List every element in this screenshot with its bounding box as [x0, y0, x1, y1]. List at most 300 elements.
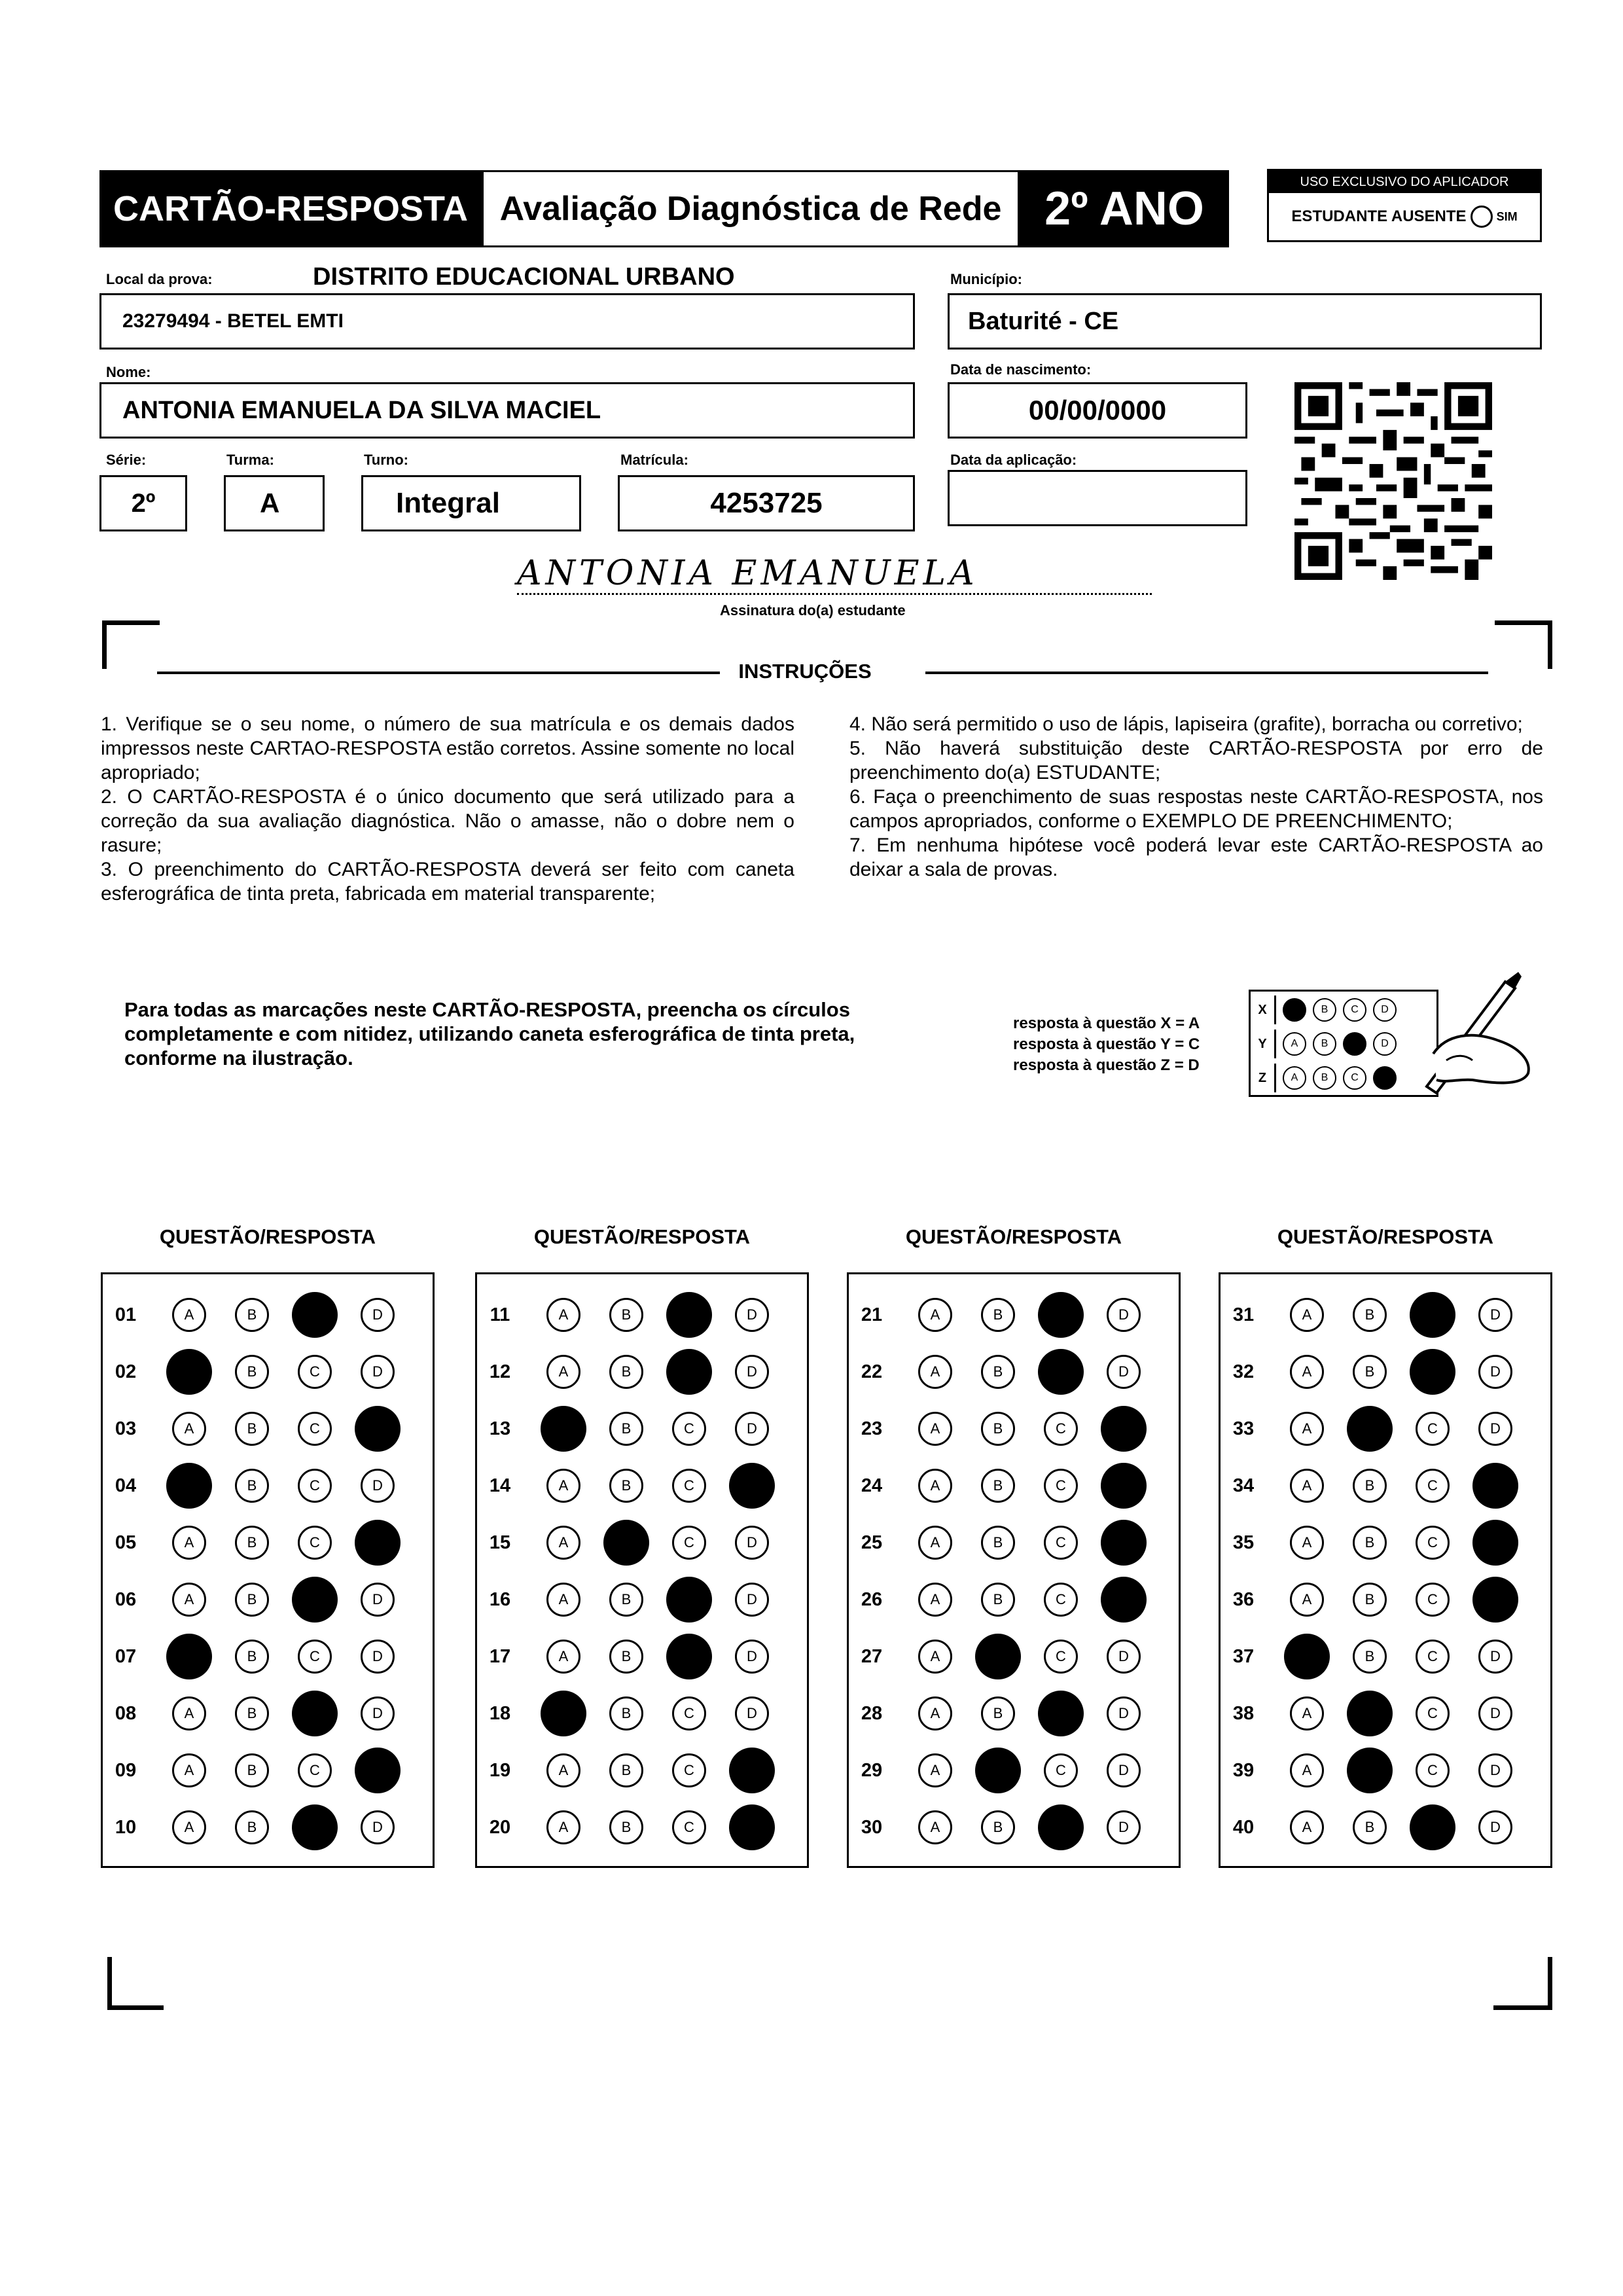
answer-bubble-c[interactable]: C: [1416, 1583, 1450, 1617]
question-number: 25: [861, 1532, 883, 1553]
answer-bubble-b[interactable]: B: [235, 1640, 269, 1674]
column-title: QUESTÃO/RESPOSTA: [905, 1225, 1122, 1248]
answer-bubble-d[interactable]: D: [361, 1469, 395, 1503]
answer-row: [103, 1808, 423, 1847]
signature: ANTONIA EMANUELA: [517, 554, 978, 593]
example-bubble: C: [1343, 998, 1366, 1022]
instructions-rule-right: [925, 672, 1488, 674]
corner-top-left-v: [102, 620, 107, 669]
answer-bubble-b[interactable]: B: [981, 1583, 1015, 1617]
column-title: QUESTÃO/RESPOSTA: [1277, 1225, 1494, 1248]
answer-bubble-c[interactable]: C: [672, 1412, 706, 1446]
answer-row: [477, 1580, 798, 1619]
answer-bubble-a[interactable]: A: [918, 1640, 952, 1674]
matricula-label: Matrícula:: [620, 452, 688, 468]
example-bubble: A: [1283, 1032, 1306, 1056]
answer-bubble-a[interactable]: A: [918, 1469, 952, 1503]
answer-bubble-c[interactable]: [666, 1349, 712, 1395]
answer-bubble-a[interactable]: [1284, 1634, 1330, 1679]
answer-row: [849, 1694, 1169, 1733]
answer-bubble-c[interactable]: [292, 1691, 338, 1736]
answer-bubble-b[interactable]: B: [609, 1640, 643, 1674]
answer-row: [1221, 1466, 1541, 1505]
question-number: 39: [1232, 1759, 1255, 1781]
answer-bubble-c[interactable]: [1038, 1691, 1084, 1736]
question-number: 31: [1232, 1304, 1255, 1325]
answer-bubble-a[interactable]: A: [1290, 1412, 1324, 1446]
question-number: 20: [489, 1816, 511, 1838]
absent-option: SIM: [1496, 209, 1518, 223]
question-number: 37: [1232, 1645, 1255, 1667]
answer-row: [103, 1466, 423, 1505]
answer-bubble-b[interactable]: B: [609, 1355, 643, 1389]
example-row-y: [1251, 1030, 1397, 1058]
signature-label: Assinatura do(a) estudante: [720, 602, 906, 619]
answer-bubble-d[interactable]: D: [735, 1355, 769, 1389]
answer-bubble-a[interactable]: A: [546, 1355, 580, 1389]
answer-bubble-a[interactable]: [541, 1406, 586, 1452]
answer-bubble-a[interactable]: A: [1290, 1696, 1324, 1731]
answer-row: [477, 1466, 798, 1505]
answer-bubble-d[interactable]: D: [361, 1810, 395, 1844]
answer-bubble-c[interactable]: [666, 1292, 712, 1338]
answer-bubble-a[interactable]: A: [546, 1810, 580, 1844]
answer-bubble-a[interactable]: A: [1290, 1526, 1324, 1560]
answer-row: [1221, 1808, 1541, 1847]
answer-bubble-a[interactable]: A: [172, 1526, 206, 1560]
answer-bubble-a[interactable]: A: [546, 1526, 580, 1560]
local-value: DISTRITO EDUCACIONAL URBANO: [313, 263, 735, 291]
answer-bubble-c[interactable]: [1038, 1349, 1084, 1395]
instructions-right: 4. Não será permitido o uso de lápis, lapiseira (grafite), borracha ou corretivo; 5. Não haverá substituição deste CARTÃO-RESPOSTA por erro de preenchimento do(a) ESTUDANTE; 6. Faça o preenchimento de suas respostas neste CARTÃO-RESPOSTA, nos campos apropriados, conforme o EXEMPLO DE PREENCHIMENTO; 7. Em nenhuma hipótese você poderá levar este CARTÃO-RESPOSTA ao deixar a sala de provas.: [849, 713, 1543, 880]
grade-label: 2º ANO: [1020, 170, 1229, 247]
answer-bubble-c[interactable]: [1410, 1292, 1455, 1338]
answer-bubble-d[interactable]: [729, 1748, 775, 1793]
corner-top-right: [1495, 620, 1552, 625]
question-number: 03: [115, 1418, 137, 1439]
answer-row: [849, 1466, 1169, 1505]
answer-row: [1221, 1295, 1541, 1335]
answer-bubble-d[interactable]: D: [1107, 1696, 1141, 1731]
answer-bubble-c[interactable]: C: [1416, 1412, 1450, 1446]
answer-bubble-b[interactable]: B: [609, 1298, 643, 1332]
answer-bubble-d[interactable]: [1101, 1463, 1147, 1509]
answer-bubble-a[interactable]: A: [1290, 1298, 1324, 1332]
answer-row: [477, 1751, 798, 1790]
example-row-label: Z: [1251, 1064, 1276, 1092]
example-row-label: Y: [1251, 1030, 1276, 1058]
example-legend-z: resposta à questão Z = D: [1013, 1056, 1200, 1074]
answer-bubble-a[interactable]: A: [172, 1412, 206, 1446]
answer-bubble-d[interactable]: D: [361, 1696, 395, 1731]
answer-bubble-a[interactable]: A: [1290, 1810, 1324, 1844]
answer-bubble-b[interactable]: B: [235, 1696, 269, 1731]
answer-bubble-b[interactable]: B: [235, 1583, 269, 1617]
answer-bubble-d[interactable]: D: [735, 1298, 769, 1332]
absent-checkbox[interactable]: [1471, 206, 1493, 228]
answer-bubble-b[interactable]: B: [1353, 1526, 1387, 1560]
turma-field: A: [224, 475, 325, 531]
question-number: 35: [1232, 1532, 1255, 1553]
answer-bubble-c[interactable]: [1038, 1804, 1084, 1850]
answer-bubble-d[interactable]: D: [1107, 1298, 1141, 1332]
example-bubble: [1373, 1066, 1397, 1090]
answer-bubble-b[interactable]: B: [609, 1412, 643, 1446]
example-row-label: X: [1251, 996, 1276, 1024]
answer-bubble-a[interactable]: A: [172, 1696, 206, 1731]
answer-bubble-a[interactable]: A: [172, 1810, 206, 1844]
answer-bubble-b[interactable]: B: [1353, 1810, 1387, 1844]
answer-bubble-a[interactable]: A: [546, 1753, 580, 1787]
answer-bubble-a[interactable]: A: [1290, 1469, 1324, 1503]
answer-bubble-c[interactable]: [666, 1577, 712, 1623]
answer-bubble-b[interactable]: [1347, 1406, 1393, 1452]
answer-row: [477, 1637, 798, 1676]
answer-bubble-b[interactable]: B: [235, 1298, 269, 1332]
question-number: 32: [1232, 1361, 1255, 1382]
nome-field: ANTONIA EMANUELA DA SILVA MACIEL: [99, 382, 915, 439]
answer-row: [849, 1751, 1169, 1790]
answer-row: [103, 1295, 423, 1335]
answer-bubble-d[interactable]: [729, 1463, 775, 1509]
answer-bubble-b[interactable]: B: [609, 1753, 643, 1787]
answer-bubble-a[interactable]: [166, 1349, 212, 1395]
pen-hand-illustration: [1407, 969, 1538, 1100]
serie-label: Série:: [106, 452, 147, 468]
answer-row: [477, 1694, 798, 1733]
answer-bubble-c[interactable]: C: [672, 1526, 706, 1560]
question-number: 28: [861, 1702, 883, 1724]
answer-bubble-c[interactable]: C: [298, 1526, 332, 1560]
exam-title: Avaliação Diagnóstica de Rede: [482, 170, 1020, 247]
answer-bubble-b[interactable]: B: [609, 1810, 643, 1844]
question-number: 26: [861, 1588, 883, 1610]
answer-row: [1221, 1694, 1541, 1733]
question-number: 13: [489, 1418, 511, 1439]
answer-bubble-d[interactable]: D: [1478, 1696, 1512, 1731]
answer-bubble-b[interactable]: [1347, 1748, 1393, 1793]
answer-bubble-a[interactable]: A: [918, 1412, 952, 1446]
answer-bubble-a[interactable]: A: [546, 1583, 580, 1617]
answer-row: [103, 1409, 423, 1448]
answer-bubble-b[interactable]: B: [981, 1355, 1015, 1389]
question-number: 19: [489, 1759, 511, 1781]
answer-bubble-d[interactable]: [1472, 1577, 1518, 1623]
nome-label: Nome:: [106, 364, 151, 380]
turma-label: Turma:: [226, 452, 274, 468]
answer-bubble-a[interactable]: A: [172, 1583, 206, 1617]
answer-bubble-d[interactable]: [1101, 1520, 1147, 1566]
answer-row: [103, 1352, 423, 1391]
answer-row: [1221, 1751, 1541, 1790]
answer-bubble-d[interactable]: D: [1478, 1640, 1512, 1674]
answer-bubble-c[interactable]: [666, 1634, 712, 1679]
answer-bubble-d[interactable]: D: [1107, 1810, 1141, 1844]
answer-bubble-d[interactable]: D: [1478, 1810, 1512, 1844]
applicator-box: [1267, 169, 1542, 242]
answer-bubble-d[interactable]: D: [1478, 1355, 1512, 1389]
answer-column: [847, 1272, 1181, 1868]
answer-bubble-b[interactable]: B: [609, 1696, 643, 1731]
answer-bubble-b[interactable]: B: [1353, 1583, 1387, 1617]
turno-field: Integral: [361, 475, 581, 531]
answer-bubble-d[interactable]: [1101, 1577, 1147, 1623]
question-number: 22: [861, 1361, 883, 1382]
column-title: QUESTÃO/RESPOSTA: [533, 1225, 751, 1248]
question-number: 21: [861, 1304, 883, 1325]
answer-row: [849, 1523, 1169, 1562]
answer-bubble-b[interactable]: [975, 1634, 1021, 1679]
answer-row: [103, 1523, 423, 1562]
answer-bubble-c[interactable]: C: [298, 1355, 332, 1389]
question-number: 01: [115, 1304, 137, 1325]
question-number: 36: [1232, 1588, 1255, 1610]
instructions-title: INSTRUÇÕES: [738, 660, 872, 683]
matricula-field: 4253725: [618, 475, 915, 531]
answer-bubble-a[interactable]: A: [918, 1583, 952, 1617]
example-row-z: [1251, 1064, 1397, 1092]
card-title: CARTÃO-RESPOSTA: [99, 170, 482, 247]
question-number: 05: [115, 1532, 137, 1553]
answer-bubble-c[interactable]: C: [1044, 1583, 1078, 1617]
answer-bubble-c[interactable]: [292, 1292, 338, 1338]
answer-bubble-a[interactable]: [541, 1691, 586, 1736]
example-bubble: C: [1343, 1066, 1366, 1090]
answer-row: [477, 1523, 798, 1562]
answer-bubble-b[interactable]: B: [235, 1412, 269, 1446]
instructions-rule-left: [157, 672, 720, 674]
corner-bottom-right: [1493, 2005, 1552, 2010]
answer-bubble-c[interactable]: C: [1416, 1526, 1450, 1560]
example-bubble: [1343, 1032, 1366, 1056]
answer-bubble-c[interactable]: C: [1416, 1696, 1450, 1731]
school-field: 23279494 - BETEL EMTI: [99, 293, 915, 350]
aplicacao-field: [948, 470, 1247, 526]
municipio-label: Município:: [950, 271, 1022, 287]
answer-bubble-a[interactable]: A: [546, 1298, 580, 1332]
question-number: 17: [489, 1645, 511, 1667]
answer-bubble-d[interactable]: D: [735, 1696, 769, 1731]
absent-label: ESTUDANTE AUSENTE: [1291, 207, 1467, 225]
answer-row: [849, 1637, 1169, 1676]
answer-bubble-b[interactable]: B: [235, 1753, 269, 1787]
answer-column: [475, 1272, 809, 1868]
question-number: 18: [489, 1702, 511, 1724]
example-legend-y: resposta à questão Y = C: [1013, 1035, 1200, 1053]
answer-bubble-c[interactable]: [292, 1577, 338, 1623]
question-number: 12: [489, 1361, 511, 1382]
question-number: 40: [1232, 1816, 1255, 1838]
answer-row: [849, 1808, 1169, 1847]
answer-bubble-a[interactable]: A: [1290, 1753, 1324, 1787]
answer-bubble-b[interactable]: B: [609, 1583, 643, 1617]
question-number: 34: [1232, 1475, 1255, 1496]
answer-bubble-d[interactable]: D: [1478, 1298, 1512, 1332]
nascimento-label: Data de nascimento:: [950, 361, 1092, 378]
answer-bubble-c[interactable]: C: [1044, 1753, 1078, 1787]
answer-bubble-c[interactable]: C: [672, 1753, 706, 1787]
answer-bubble-a[interactable]: A: [918, 1696, 952, 1731]
answer-row: [103, 1751, 423, 1790]
answer-bubble-d[interactable]: D: [735, 1412, 769, 1446]
answer-bubble-d[interactable]: D: [1107, 1640, 1141, 1674]
answer-bubble-d[interactable]: D: [735, 1640, 769, 1674]
answer-bubble-a[interactable]: [166, 1634, 212, 1679]
corner-bottom-left-v: [107, 1957, 112, 2010]
applicator-label: USO EXCLUSIVO DO APLICADOR: [1269, 171, 1540, 193]
corner-top-left: [102, 620, 160, 625]
example-bubble: B: [1313, 1066, 1336, 1090]
municipio-field: Baturité - CE: [948, 293, 1542, 350]
nascimento-field: 00/00/0000: [948, 382, 1247, 439]
answer-row: [477, 1808, 798, 1847]
answer-bubble-b[interactable]: B: [1353, 1298, 1387, 1332]
answer-bubble-b[interactable]: B: [981, 1469, 1015, 1503]
question-number: 04: [115, 1475, 137, 1496]
answer-bubble-b[interactable]: B: [981, 1696, 1015, 1731]
answer-bubble-c[interactable]: C: [298, 1753, 332, 1787]
answer-bubble-c[interactable]: C: [1044, 1412, 1078, 1446]
corner-bottom-right-v: [1548, 1957, 1552, 2010]
answer-bubble-a[interactable]: A: [918, 1298, 952, 1332]
question-number: 09: [115, 1759, 137, 1781]
answer-bubble-b[interactable]: B: [1353, 1640, 1387, 1674]
answer-bubble-d[interactable]: D: [1478, 1412, 1512, 1446]
question-number: 11: [490, 1304, 510, 1325]
instructions-left: 1. Verifique se o seu nome, o número de sua matrícula e os demais dados impressos neste CARTAO-RESPOSTA estão corretos. Assine somente no local apropriado; 2. O CARTÃO-RESPOSTA é o único documento que será utilizado para a correção da sua avaliação diagnóstica. Não o amasse, não o dobre nem o rasure; 3. O preenchimento do CARTÃO-RESPOSTA deverá ser feito com caneta esferográfica de tinta preta, fabricada em material transparente;: [101, 713, 794, 905]
question-number: 29: [861, 1759, 883, 1781]
answer-bubble-d[interactable]: [355, 1406, 401, 1452]
answer-bubble-c[interactable]: [292, 1804, 338, 1850]
example-bubble: [1283, 998, 1306, 1022]
answer-bubble-b[interactable]: [603, 1520, 649, 1566]
answer-row: [1221, 1523, 1541, 1562]
answer-bubble-b[interactable]: B: [981, 1810, 1015, 1844]
answer-bubble-a[interactable]: A: [1290, 1355, 1324, 1389]
answer-bubble-a[interactable]: A: [918, 1355, 952, 1389]
answer-bubble-d[interactable]: D: [361, 1583, 395, 1617]
answer-bubble-c[interactable]: C: [1416, 1753, 1450, 1787]
answer-bubble-a[interactable]: A: [172, 1298, 206, 1332]
answer-row: [1221, 1352, 1541, 1391]
signature-line: [517, 593, 1152, 595]
question-number: 07: [115, 1645, 137, 1667]
answer-bubble-b[interactable]: B: [981, 1412, 1015, 1446]
answer-bubble-d[interactable]: [1101, 1406, 1147, 1452]
question-number: 10: [115, 1816, 137, 1838]
answer-bubble-c[interactable]: C: [1044, 1526, 1078, 1560]
answer-row: [849, 1409, 1169, 1448]
answer-bubble-a[interactable]: A: [918, 1753, 952, 1787]
answer-bubble-b[interactable]: B: [1353, 1469, 1387, 1503]
example-bubble: D: [1373, 1032, 1397, 1056]
example-legend-x: resposta à questão X = A: [1013, 1014, 1200, 1032]
answer-bubble-d[interactable]: D: [1107, 1753, 1141, 1787]
answer-bubble-a[interactable]: A: [1290, 1583, 1324, 1617]
aplicacao-label: Data da aplicação:: [950, 452, 1077, 468]
answer-bubble-b[interactable]: B: [235, 1810, 269, 1844]
answer-bubble-d[interactable]: [729, 1804, 775, 1850]
question-number: 16: [489, 1588, 511, 1610]
answer-bubble-a[interactable]: A: [172, 1753, 206, 1787]
answer-bubble-c[interactable]: C: [1416, 1640, 1450, 1674]
answer-bubble-d[interactable]: D: [361, 1298, 395, 1332]
answer-bubble-b[interactable]: B: [1353, 1355, 1387, 1389]
question-number: 23: [861, 1418, 883, 1439]
answer-row: [103, 1580, 423, 1619]
answer-bubble-d[interactable]: [1472, 1520, 1518, 1566]
question-number: 33: [1232, 1418, 1255, 1439]
answer-bubble-c[interactable]: C: [298, 1412, 332, 1446]
answer-bubble-d[interactable]: [355, 1520, 401, 1566]
answer-bubble-c[interactable]: C: [1416, 1469, 1450, 1503]
answer-bubble-c[interactable]: C: [298, 1640, 332, 1674]
example-text: Para todas as marcações neste CARTÃO-RESPOSTA, preencha os círculos completamente e com nitidez, utilizando caneta esferográfica de tinta preta, conforme na ilustração.: [124, 998, 855, 1069]
answer-bubble-c[interactable]: [1410, 1804, 1455, 1850]
answer-row: [849, 1352, 1169, 1391]
local-label: Local da prova:: [106, 271, 213, 287]
answer-bubble-d[interactable]: D: [1107, 1355, 1141, 1389]
answer-bubble-a[interactable]: A: [546, 1469, 580, 1503]
answer-column: [101, 1272, 435, 1868]
answer-row: [1221, 1580, 1541, 1619]
question-number: 24: [861, 1475, 883, 1496]
example-row-x: [1251, 996, 1397, 1024]
answer-bubble-d[interactable]: D: [361, 1355, 395, 1389]
answer-column: [1219, 1272, 1552, 1868]
question-number: 02: [115, 1361, 137, 1382]
answer-bubble-c[interactable]: C: [1044, 1640, 1078, 1674]
question-number: 30: [861, 1816, 883, 1838]
answer-bubble-c[interactable]: C: [672, 1810, 706, 1844]
answer-bubble-b[interactable]: [975, 1748, 1021, 1793]
answer-bubble-a[interactable]: A: [918, 1810, 952, 1844]
answer-bubble-b[interactable]: B: [609, 1469, 643, 1503]
answer-bubble-c[interactable]: C: [298, 1469, 332, 1503]
corner-bottom-left: [107, 2005, 164, 2010]
answer-bubble-a[interactable]: [166, 1463, 212, 1509]
question-number: 15: [489, 1532, 511, 1553]
answer-bubble-d[interactable]: D: [1478, 1753, 1512, 1787]
answer-bubble-c[interactable]: C: [672, 1469, 706, 1503]
answer-bubble-d[interactable]: [355, 1748, 401, 1793]
answer-row: [1221, 1409, 1541, 1448]
question-number: 06: [115, 1588, 137, 1610]
answer-bubble-d[interactable]: D: [735, 1583, 769, 1617]
answer-bubble-a[interactable]: A: [918, 1526, 952, 1560]
answer-bubble-a[interactable]: A: [546, 1640, 580, 1674]
answer-bubble-b[interactable]: B: [981, 1298, 1015, 1332]
answer-row: [849, 1580, 1169, 1619]
answer-bubble-c[interactable]: [1410, 1349, 1455, 1395]
answer-bubble-c[interactable]: [1038, 1292, 1084, 1338]
answer-bubble-b[interactable]: B: [235, 1526, 269, 1560]
answer-bubble-d[interactable]: D: [735, 1526, 769, 1560]
answer-bubble-b[interactable]: [1347, 1691, 1393, 1736]
answer-bubble-b[interactable]: B: [981, 1526, 1015, 1560]
question-number: 14: [489, 1475, 511, 1496]
answer-row: [103, 1694, 423, 1733]
corner-top-right-v: [1548, 620, 1552, 669]
answer-bubble-d[interactable]: [1472, 1463, 1518, 1509]
answer-bubble-b[interactable]: B: [235, 1469, 269, 1503]
example-bubble: A: [1283, 1066, 1306, 1090]
answer-bubble-d[interactable]: D: [361, 1640, 395, 1674]
answer-bubble-b[interactable]: B: [235, 1355, 269, 1389]
answer-bubble-c[interactable]: C: [1044, 1469, 1078, 1503]
answer-bubble-c[interactable]: C: [672, 1696, 706, 1731]
answer-row: [477, 1295, 798, 1335]
